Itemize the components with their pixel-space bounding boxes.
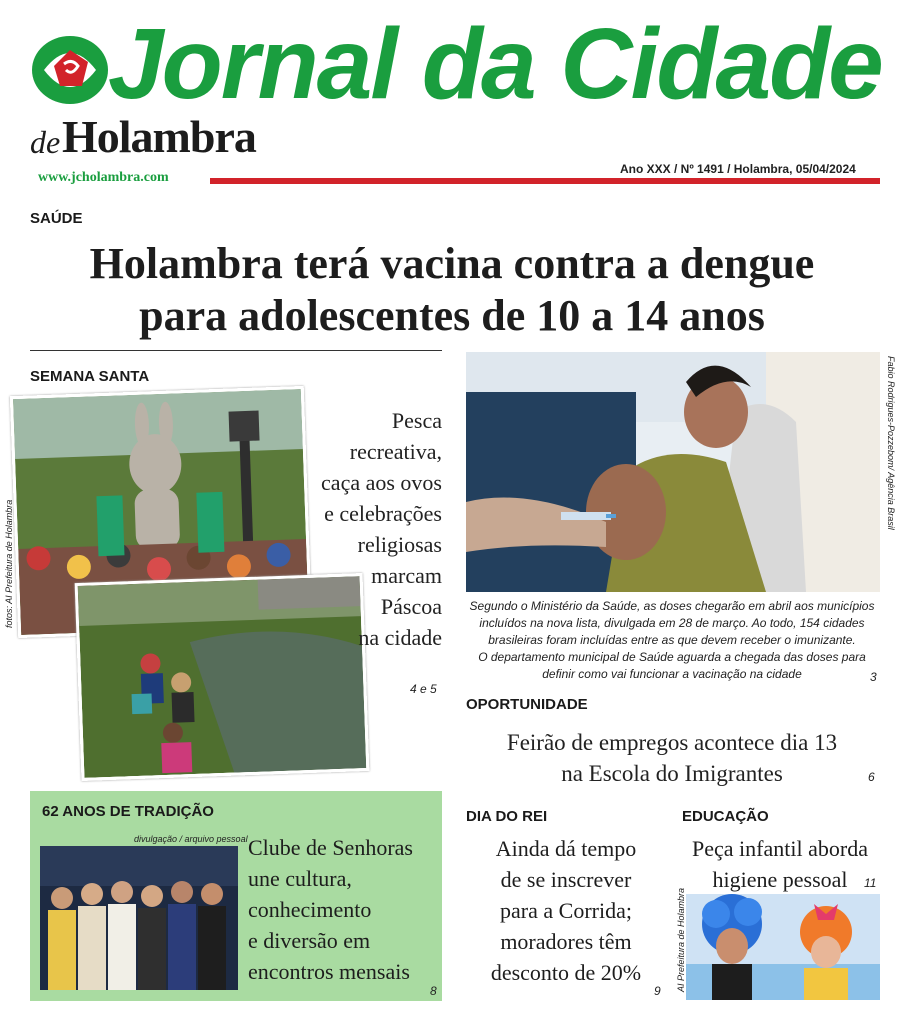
headline-line-1: Holambra terá vacina contra a dengue [89,239,815,288]
section-label-saude: SAÚDE [30,210,83,227]
section-label-educacao: EDUCAÇÃO [682,808,769,825]
main-headline[interactable] [30,238,874,342]
vaccine-caption [466,598,878,683]
club-teaser[interactable] [248,832,438,987]
run-teaser[interactable] [466,833,666,988]
play-teaser[interactable] [680,833,880,895]
section-label-62-anos: 62 ANOS DE TRADIÇÃO [42,803,214,820]
teaser-line: recreativa, [349,439,442,464]
page-ref-6: 6 [868,770,875,784]
teaser-line: e celebrações [324,501,442,526]
divider [30,350,442,351]
website-link[interactable]: www.jcholambra.com [38,170,169,185]
teaser-line: desconto de 20% [490,960,642,985]
section-label-semana-santa: SEMANA SANTA [30,368,150,385]
teaser-line: conhecimento [248,897,372,922]
vaccine-photo-credit: Fabio Rodrigues-Pozzebom/ Agência Brasil [886,356,896,530]
teaser-line: higiene pessoal [712,867,848,892]
teaser-line: Pesca [391,408,442,433]
brand-holambra: Holambra [62,111,256,162]
teaser-line: Feirão de empregos acontece dia 13 [506,730,838,755]
club-photo-credit: divulgação / arquivo pessoal [134,834,248,844]
easter-teaser[interactable] [300,405,442,653]
caption-line: Segundo o Ministério da Saúde, as doses chegarão em abril aos municípios [469,599,875,613]
section-label-oportunidade: OPORTUNIDADE [466,696,588,713]
headline-line-2: para adolescentes de 10 a 14 anos [139,291,765,340]
teaser-line: Clube de Senhoras [248,835,413,860]
play-photo[interactable] [686,894,880,1000]
teaser-line: encontros mensais [248,959,410,984]
page-ref-4-5: 4 e 5 [410,682,437,696]
teaser-line: de se inscrever [500,867,632,892]
teaser-line: religiosas [357,532,442,557]
teaser-line: marcam [371,563,442,588]
section-label-dia-do-rei: DIA DO REI [466,808,548,825]
vaccine-photo[interactable] [466,352,880,592]
teaser-line: Peça infantil aborda [692,836,868,861]
caption-line: incluídos na nova lista, divulgada em 28 de março. Ao todo, 154 cidades [479,616,865,630]
caption-line: brasileiras foram incluídas entre as que devem receber o imunizante. [488,633,856,647]
teaser-line: na cidade [358,625,442,650]
caption-line: definir como vai funcionar a vacinação na cidade [542,667,802,681]
teaser-line: une cultura, [248,866,352,891]
teaser-line: para a Corrida; [500,898,632,923]
easter-photo-credit: fotos: AI Prefeitura de Holambra [4,499,14,628]
page-ref-11: 11 [864,876,877,890]
page-ref-3: 3 [870,670,877,684]
masthead-title: Jornal da Cidade [108,8,882,120]
club-photo[interactable] [40,846,238,990]
teaser-line: Páscoa [380,594,442,619]
play-photo-credit: AI Prefeitura de Holambra [676,887,686,992]
teaser-line: moradores têm [500,929,632,954]
jobs-teaser[interactable] [466,727,878,789]
issue-line: Ano XXX / Nº 1491 / Holambra, 05/04/2024 [620,162,856,176]
teaser-line: na Escola do Imigrantes [561,761,783,786]
teaser-line: caça aos ovos [321,470,442,495]
brand-de: de [30,124,61,160]
rose-logo-icon [30,30,110,110]
page-ref-8: 8 [430,984,437,998]
teaser-line: Ainda dá tempo [495,836,637,861]
caption-line: O departamento municipal de Saúde aguarda a chegada das doses para [478,650,866,664]
teaser-line: e diversão em [248,928,371,953]
page-ref-9: 9 [654,984,661,998]
masthead-divider [210,178,880,184]
